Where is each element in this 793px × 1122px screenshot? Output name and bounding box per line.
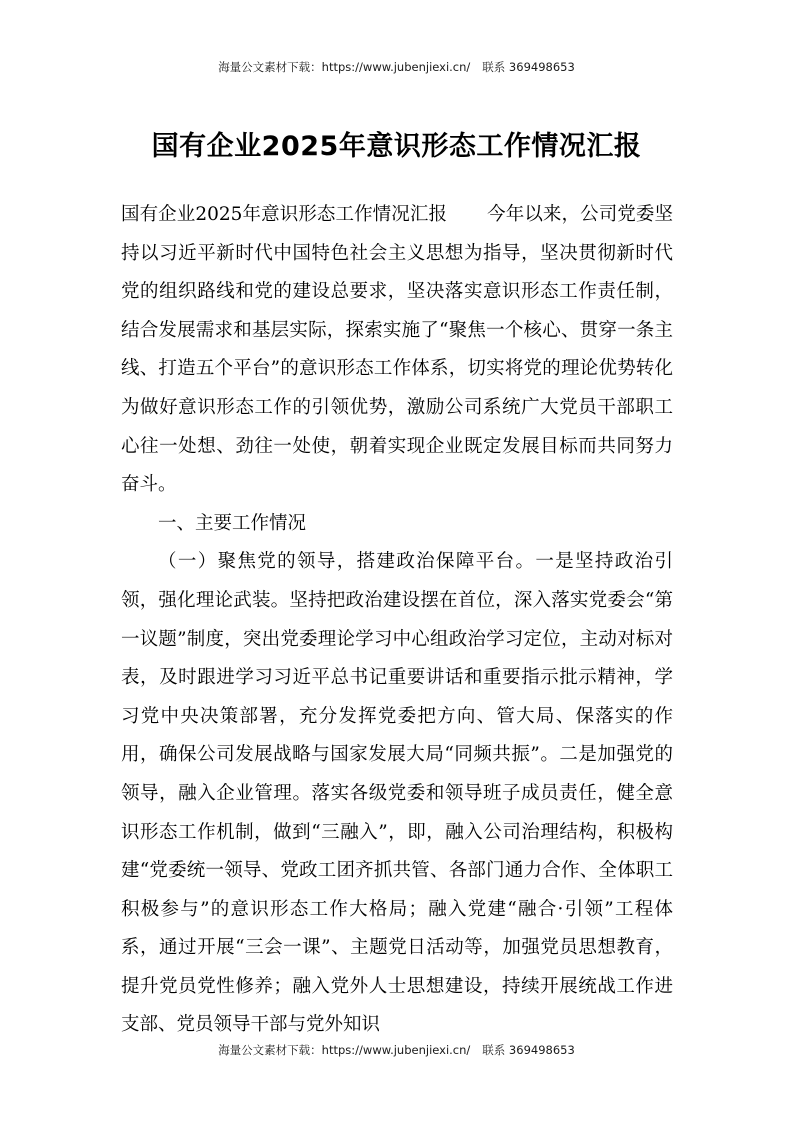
header-contact: 联系 369498653 (482, 60, 575, 74)
footer-contact: 联系 369498653 (482, 1043, 575, 1057)
page-footer (0, 1042, 793, 1058)
page-header (0, 59, 793, 75)
footer-download-label: 海量公文素材下载：https://www.jubenjiexi.cn/ (218, 1043, 471, 1057)
document-body (121, 196, 673, 1045)
intro-paragraph (121, 196, 673, 505)
section-heading: 一、主要工作情况 (158, 512, 307, 534)
intro-text: 今年以来，公司党委坚持以习近平新时代中国特色社会主义思想为指导，坚决贯彻新时代党的组织路线和党的建设总要求，坚决落实意识形态工作责任制，结合发展需求和基层实际，探索实施了“聚焦一个核心、贯穿一条主线、打造五个平台”的意识形态工作体系，切实将党的理论优势转化为做好意识形态工作的引领优势，激励公司系统广大党员干部职工心往一处想、劲往一处使，朝着实现企业既定发展目标而共同努力奋斗。 (121, 204, 673, 496)
body-paragraph: （一）聚焦党的领导，搭建政治保障平台。一是坚持政治引领，强化理论武装。坚持把政治建设摆在首位，深入落实党委会“第一议题”制度，突出党委理论学习中心组政治学习定位，主动对标对表，及时跟进学习习近平总书记重要讲话和重要指示批示精神，学习党中央决策部署，充分发挥党委把方向、管大局、保落实的作用，确保公司发展战略与国家发展大局“同频共振”。二是加强党的领导，融入企业管理。落实各级党委和领导班子成员责任，健全意识形态工作机制，做到“三融入”，即，融入公司治理结构，积极构建“党委统一领导、党政工团齐抓共管、各部门通力合作、全体职工积极参与”的意识形态工作大格局；融入党建“融合·引领”工程体系，通过开展“三会一课”、主题党日活动等，加强党员思想教育，提升党员党性修养；融入党外人士思想建设，持续开展统战工作进支部、党员领导干部与党外知识 (121, 551, 673, 1036)
intro-title: 国有企业2025年意识形态工作情况汇报 (121, 204, 448, 225)
document-title: 国有企业2025年意识形态工作情况汇报 (151, 131, 642, 162)
header-download-label: 海量公文素材下载：https://www.jubenjiexi.cn/ (218, 60, 471, 74)
